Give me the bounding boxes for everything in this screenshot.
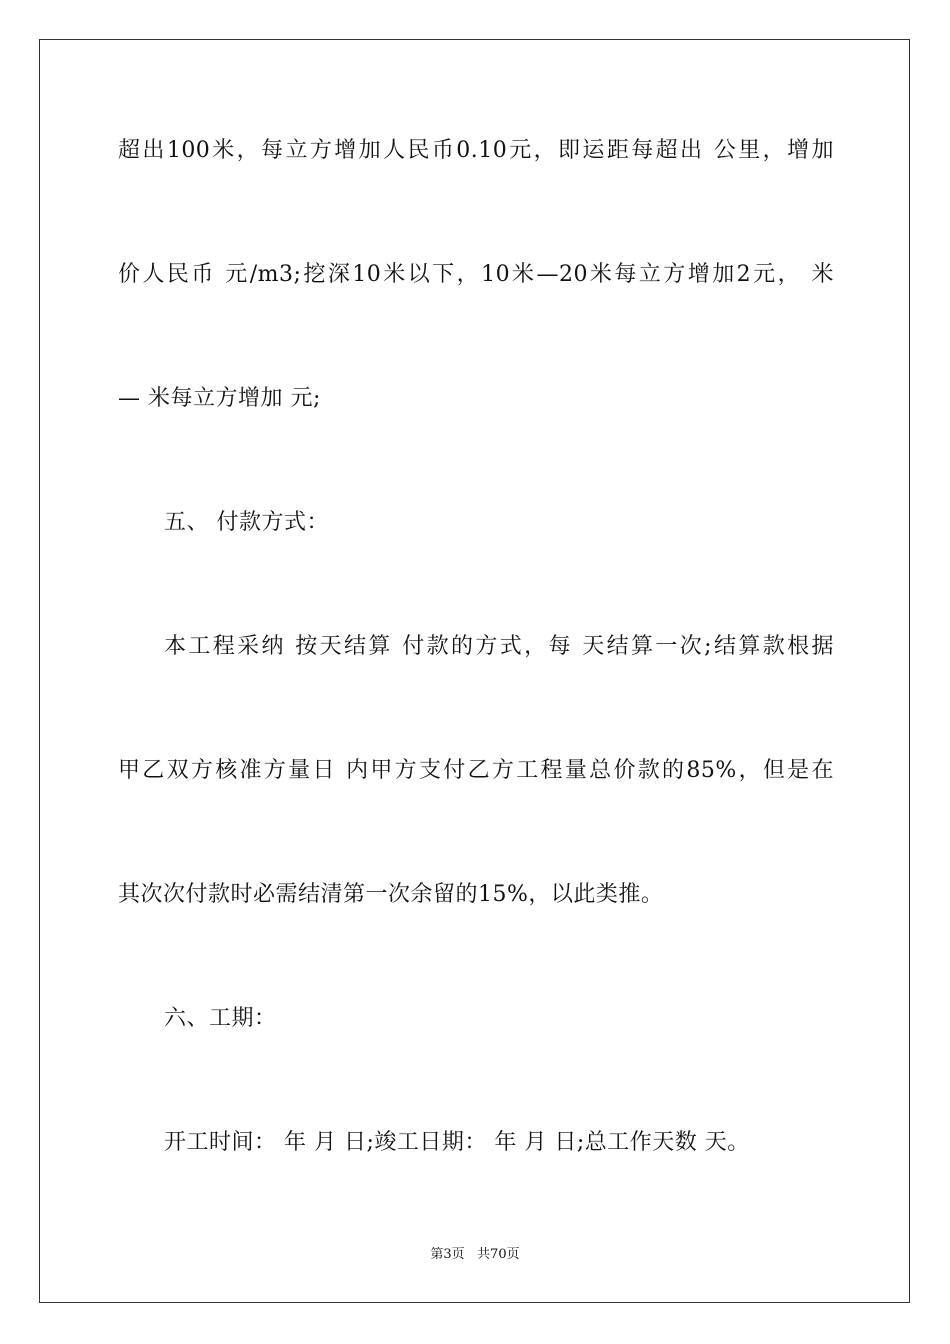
page-number-footer: 第3页 共70页 <box>430 1247 520 1262</box>
page-border <box>39 39 910 1303</box>
paragraph-line-schedule: 开工时间： 年 月 日;竣工日期： 年 月 日;总工作天数 天。 <box>164 1130 750 1155</box>
paragraph-line-2: 价人民币 元/m3;挖深10米以下，10米—20米每立方增加2元， 米 <box>118 262 834 287</box>
section-heading-schedule: 六、工期： <box>164 1006 277 1031</box>
paragraph-line-payment-1: 本工程采纳 按天结算 付款的方式，每 天结算一次;结算款根据 <box>164 634 834 659</box>
paragraph-line-3: — 米每立方增加 元; <box>118 386 321 411</box>
paragraph-line-payment-2: 甲乙双方核准方量日 内甲方支付乙方工程量总价款的85%，但是在 <box>118 758 834 783</box>
paragraph-line-payment-3: 其次次付款时必需结清第一次余留的15%，以此类推。 <box>118 882 664 907</box>
paragraph-line-1: 超出100米，每立方增加人民币0.10元，即运距每超出 公里，增加 <box>118 138 834 163</box>
section-heading-payment: 五、 付款方式： <box>164 510 329 535</box>
